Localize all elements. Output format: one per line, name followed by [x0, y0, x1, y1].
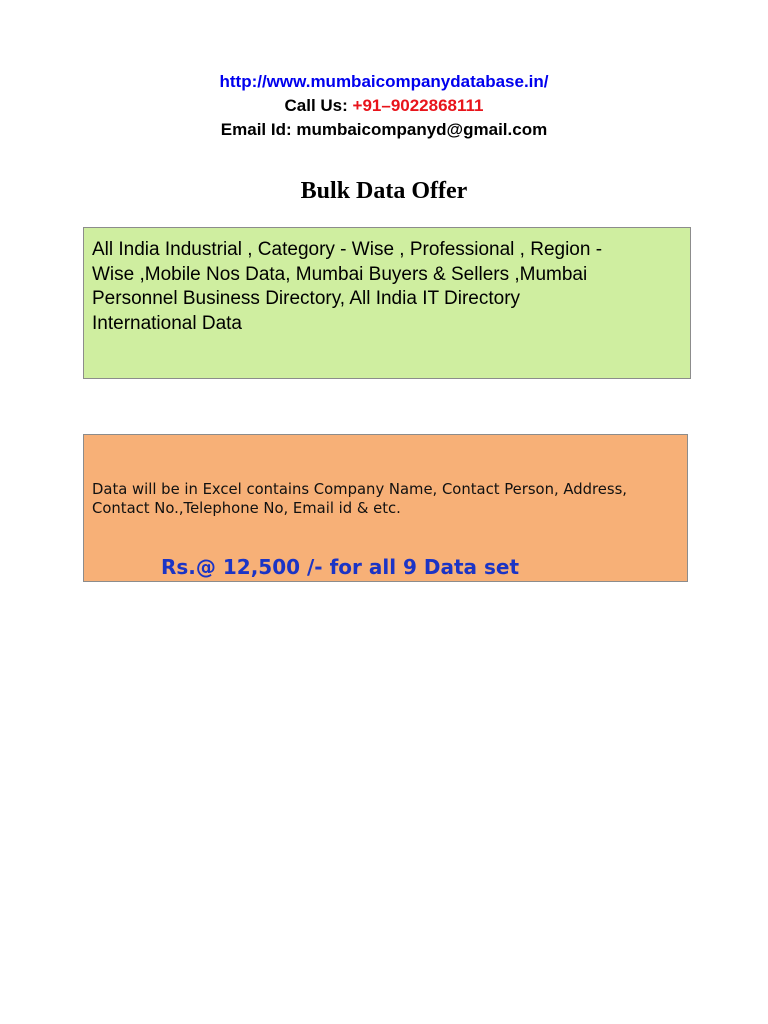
details-box [83, 434, 688, 582]
page-title: Bulk Data Offer [300, 178, 468, 204]
offer-text: All India Industrial , Category - Wise , Professional , Region -Wise ,Mobile Nos Data, Mumbai Buyers & Sellers ,Mumbai Personnel Business Directory, All India IT Directory International Data [92, 239, 603, 334]
call-line [0, 94, 768, 118]
details-text: Data will be in Excel contains Company Name, Contact Person, Address, Contact No.,Telephone No, Email id & etc. [92, 481, 627, 517]
contact-header [0, 70, 768, 142]
offer-box [83, 227, 691, 379]
phone-number: +91–9022868111 [352, 96, 484, 115]
price-text: Rs.@ 12,500 /- for all 9 Data set [161, 555, 520, 579]
call-label: Call Us: [284, 96, 353, 115]
website-line [0, 70, 768, 94]
email-line: Email Id: mumbaicompanyd@gmail.com [220, 120, 548, 139]
website-link[interactable]: http://www.mumbaicompanydatabase.in/ [219, 72, 549, 91]
